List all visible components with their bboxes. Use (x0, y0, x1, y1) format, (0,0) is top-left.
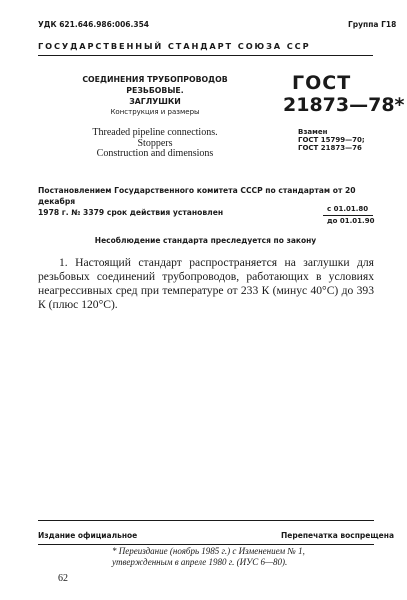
valid-from-date: с 01.01.80 (327, 205, 369, 213)
standard-title: ГОСУДАРСТВЕННЫЙ СТАНДАРТ СОЮЗА ССР (38, 41, 311, 51)
english-title-line-3: Construction and dimensions (96, 148, 214, 159)
english-title (60, 128, 250, 160)
page-number: 62 (58, 573, 68, 584)
header-rule (38, 55, 373, 56)
footer-rule (38, 520, 374, 521)
validity-divider (323, 215, 373, 216)
replaced-standards (298, 128, 365, 152)
decree-line-1: Постановлением Государственного комитета СССР по стандартам от 20 декабря (38, 186, 356, 206)
body-paragraph: 1. Настоящий стандарт распространяется на заглушки для резьбовых соединений трубопроводов, работающих в условиях неагрессивных сред при температуре от 233 К (минус 40°С) до 393 К (плюс 120°С). (38, 256, 374, 311)
english-title-line-2: Stoppers (137, 137, 173, 149)
gost-label: ГОСТ (292, 72, 352, 94)
official-edition: Издание официальное (38, 531, 138, 540)
reissue-footnote (112, 546, 374, 568)
valid-to-date: до 01.01.90 (327, 217, 375, 225)
footnote-rule (38, 544, 374, 545)
footnote-line-1: * Переиздание (ноябрь 1985 г.) с Изменением № 1, (112, 546, 305, 556)
russian-title-line-2: ЗАГЛУШКИ (129, 97, 181, 106)
replaced-standard-1: ГОСТ 15799—70; (298, 136, 365, 144)
decree-text (38, 185, 374, 218)
legal-warning: Несоблюдение стандарта преследуется по закону (94, 236, 317, 245)
replaced-label: Взамен (298, 128, 328, 136)
gost-number: 21873—78* (283, 94, 405, 116)
group-code: Группа Г18 (348, 20, 397, 29)
russian-title (60, 74, 250, 107)
english-title-line-1: Threaded pipeline connections. (92, 127, 218, 138)
decree-line-2: 1978 г. № 3379 срок действия установлен (38, 208, 224, 217)
russian-subtitle: Конструкция и размеры (110, 108, 200, 116)
udk-code: УДК 621.646.986:006.354 (38, 20, 150, 29)
footnote-line-2: утвержденным в апреле 1980 г. (ИУС 6—80). (112, 557, 288, 567)
reprint-prohibited: Перепечатка воспрещена (281, 531, 395, 540)
russian-title-line-1: СОЕДИНЕНИЯ ТРУБОПРОВОДОВ РЕЗЬБОВЫЕ. (82, 75, 228, 95)
replaced-standard-2: ГОСТ 21873—76 (298, 144, 362, 152)
